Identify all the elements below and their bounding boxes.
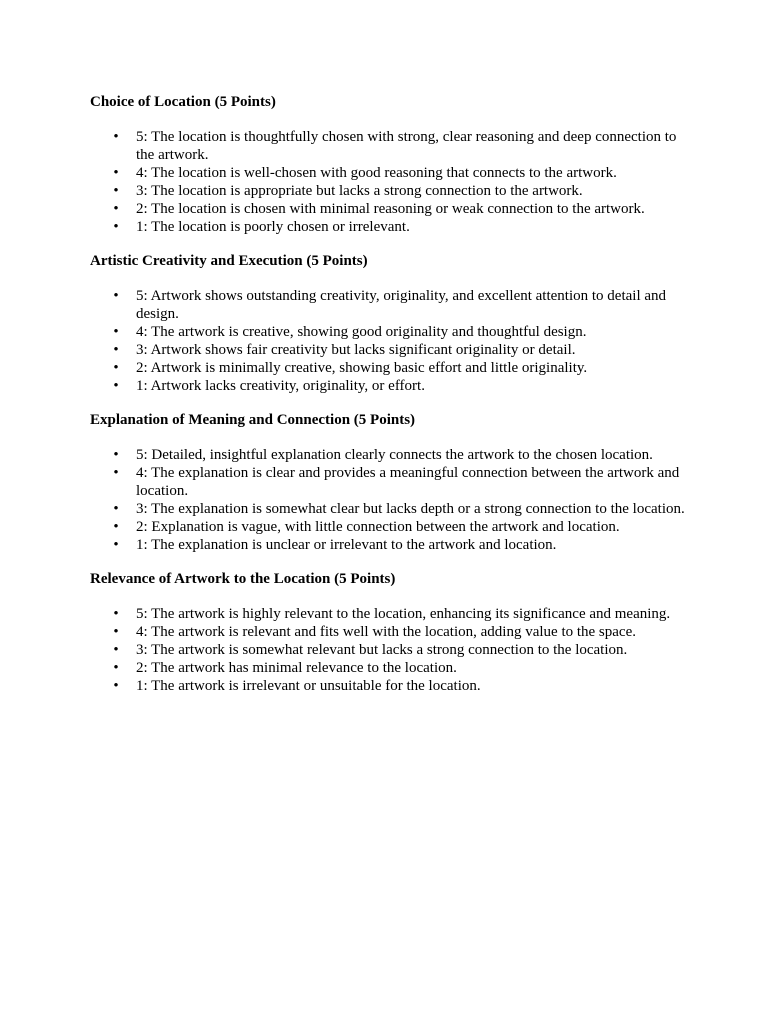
section-heading: Artistic Creativity and Execution (5 Points) bbox=[90, 253, 368, 269]
list-item bbox=[90, 464, 685, 500]
section-explanation-of-meaning bbox=[90, 411, 685, 554]
list-item-text: 5: Detailed, insightful explanation clearly connects the artwork to the chosen location. bbox=[136, 447, 653, 463]
bullet-icon: • bbox=[113, 324, 119, 340]
bullet-icon: • bbox=[113, 501, 119, 517]
list-item bbox=[90, 536, 685, 554]
bullet-icon: • bbox=[113, 342, 119, 358]
bullet-icon: • bbox=[113, 465, 119, 481]
section-heading: Relevance of Artwork to the Location (5 Points) bbox=[90, 571, 396, 587]
list-item bbox=[90, 641, 685, 659]
list-item bbox=[90, 128, 685, 164]
rubric-list bbox=[90, 446, 685, 554]
section-artistic-creativity bbox=[90, 252, 685, 395]
bullet-icon: • bbox=[113, 606, 119, 622]
rubric-list bbox=[90, 287, 685, 395]
bullet-icon: • bbox=[113, 678, 119, 694]
list-item-text: 3: The explanation is somewhat clear but lacks depth or a strong connection to the location. bbox=[136, 501, 685, 517]
list-item-text: 1: The explanation is unclear or irrelevant to the artwork and location. bbox=[136, 537, 557, 553]
list-item-text: 1: The location is poorly chosen or irrelevant. bbox=[136, 219, 410, 235]
list-item-text: 2: Artwork is minimally creative, showing basic effort and little originality. bbox=[136, 360, 588, 376]
bullet-icon: • bbox=[113, 447, 119, 463]
list-item bbox=[90, 446, 685, 464]
section-heading: Explanation of Meaning and Connection (5 Points) bbox=[90, 412, 416, 428]
list-item-text: 3: The location is appropriate but lacks a strong connection to the artwork. bbox=[136, 183, 583, 199]
bullet-icon: • bbox=[113, 642, 119, 658]
list-item-text: 2: The artwork has minimal relevance to the location. bbox=[136, 660, 457, 676]
list-item bbox=[90, 341, 685, 359]
list-item-text: 2: The location is chosen with minimal reasoning or weak connection to the artwork. bbox=[136, 201, 645, 217]
list-item bbox=[90, 377, 685, 395]
list-item bbox=[90, 659, 685, 677]
list-item-text: 4: The artwork is relevant and fits well with the location, adding value to the space. bbox=[136, 624, 636, 640]
bullet-icon: • bbox=[113, 378, 119, 394]
list-item-text: 3: Artwork shows fair creativity but lacks significant originality or detail. bbox=[136, 342, 576, 358]
list-item-text: 5: Artwork shows outstanding creativity, originality, and excellent attention to detail and design. bbox=[136, 288, 667, 322]
bullet-icon: • bbox=[113, 219, 119, 235]
bullet-icon: • bbox=[113, 183, 119, 199]
list-item bbox=[90, 182, 685, 200]
list-item-text: 3: The artwork is somewhat relevant but lacks a strong connection to the location. bbox=[136, 642, 628, 658]
section-choice-of-location bbox=[90, 93, 685, 236]
bullet-icon: • bbox=[113, 129, 119, 145]
section-relevance-of-artwork bbox=[90, 570, 685, 695]
document-page bbox=[90, 93, 685, 711]
list-item bbox=[90, 287, 685, 323]
list-item bbox=[90, 518, 685, 536]
list-item-text: 1: Artwork lacks creativity, originality, or effort. bbox=[136, 378, 425, 394]
list-item-text: 4: The location is well-chosen with good reasoning that connects to the artwork. bbox=[136, 165, 617, 181]
list-item-text: 2: Explanation is vague, with little connection between the artwork and location. bbox=[136, 519, 620, 535]
list-item bbox=[90, 200, 685, 218]
list-item bbox=[90, 164, 685, 182]
list-item bbox=[90, 605, 685, 623]
bullet-icon: • bbox=[113, 165, 119, 181]
section-heading: Choice of Location (5 Points) bbox=[90, 94, 276, 110]
list-item-text: 4: The artwork is creative, showing good originality and thoughtful design. bbox=[136, 324, 587, 340]
bullet-icon: • bbox=[113, 360, 119, 376]
list-item bbox=[90, 323, 685, 341]
list-item-text: 5: The artwork is highly relevant to the location, enhancing its significance and meaning. bbox=[136, 606, 671, 622]
list-item bbox=[90, 218, 685, 236]
list-item-text: 5: The location is thoughtfully chosen with strong, clear reasoning and deep connection to the artwork. bbox=[136, 129, 677, 163]
bullet-icon: • bbox=[113, 288, 119, 304]
list-item-text: 1: The artwork is irrelevant or unsuitable for the location. bbox=[136, 678, 481, 694]
bullet-icon: • bbox=[113, 624, 119, 640]
list-item bbox=[90, 677, 685, 695]
list-item-text: 4: The explanation is clear and provides a meaningful connection between the artwork and location. bbox=[136, 465, 680, 499]
list-item bbox=[90, 359, 685, 377]
list-item bbox=[90, 500, 685, 518]
list-item bbox=[90, 623, 685, 641]
bullet-icon: • bbox=[113, 519, 119, 535]
rubric-list bbox=[90, 605, 685, 695]
bullet-icon: • bbox=[113, 537, 119, 553]
rubric-list bbox=[90, 128, 685, 236]
bullet-icon: • bbox=[113, 660, 119, 676]
bullet-icon: • bbox=[113, 201, 119, 217]
